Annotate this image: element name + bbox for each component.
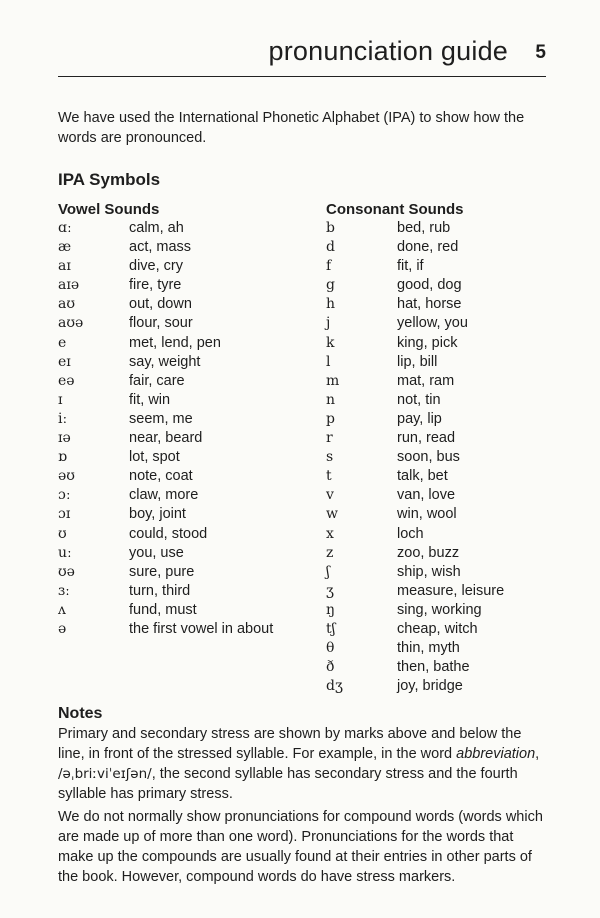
vowel-examples: near, beard: [129, 430, 203, 447]
consonant-symbol: d: [326, 239, 335, 256]
consonant-symbol: ð: [326, 659, 335, 676]
consonant-symbol: j: [326, 315, 331, 332]
consonant-row: [326, 276, 556, 295]
consonant-row: [326, 314, 556, 333]
vowel-symbol: uː: [58, 544, 72, 561]
vowel-examples: fit, win: [129, 391, 171, 408]
consonant-examples: cheap, witch: [397, 620, 478, 637]
consonant-row: [326, 563, 556, 582]
consonant-examples: yellow, you: [397, 315, 468, 332]
vowel-symbol: ʊ: [58, 525, 67, 542]
example-ipa: /əˌbriːviˈeɪʃən/: [58, 766, 152, 782]
consonant-row: [326, 372, 556, 391]
consonant-examples: van, love: [397, 487, 456, 504]
consonant-examples: zoo, buzz: [397, 544, 460, 561]
vowel-examples: you, use: [129, 544, 184, 561]
vowel-sounds-column: [58, 200, 318, 639]
consonant-sounds-list: [326, 219, 556, 696]
consonant-row: [326, 544, 556, 563]
vowel-examples: out, down: [129, 296, 192, 313]
vowel-row: [58, 334, 318, 353]
consonant-row: [326, 639, 556, 658]
vowel-symbol: aɪ: [58, 258, 71, 275]
consonant-examples: pay, lip: [397, 410, 442, 427]
vowel-row: [58, 525, 318, 544]
vowel-examples: fund, must: [129, 601, 197, 618]
vowel-examples: calm, ah: [129, 220, 184, 236]
vowel-row: [58, 486, 318, 505]
vowel-sounds-list: [58, 219, 318, 639]
vowel-examples: sure, pure: [129, 563, 195, 580]
consonant-examples: king, pick: [397, 334, 458, 351]
vowel-symbol: aʊ: [58, 296, 76, 313]
vowel-examples: seem, me: [129, 410, 193, 427]
consonant-row: [326, 601, 556, 620]
page-header: [58, 30, 546, 77]
vowel-symbol: ɪ: [58, 391, 63, 408]
consonant-symbol: p: [326, 410, 335, 427]
consonant-examples: thin, myth: [397, 640, 460, 657]
consonant-symbol: z: [326, 544, 334, 561]
vowel-row: [58, 448, 318, 467]
vowel-row: [58, 391, 318, 410]
consonant-row: [326, 219, 556, 238]
consonant-symbol: g: [326, 277, 335, 294]
ipa-symbols-heading: IPA Symbols: [58, 170, 161, 189]
vowel-symbol: e: [58, 334, 67, 351]
consonant-symbol: r: [326, 430, 333, 447]
consonant-symbol: ŋ: [326, 601, 336, 618]
vowel-examples: fire, tyre: [129, 277, 182, 294]
vowel-row: [58, 372, 318, 391]
vowel-symbol: eə: [58, 372, 75, 389]
vowel-symbol: ɜː: [58, 582, 70, 599]
consonant-examples: then, bathe: [397, 659, 470, 676]
vowel-row: [58, 505, 318, 524]
consonant-row: [326, 505, 556, 524]
notes-separator: ,: [535, 746, 540, 762]
vowel-examples: flour, sour: [129, 315, 193, 332]
vowel-row: [58, 429, 318, 448]
consonant-symbol: ʒ: [326, 582, 334, 599]
consonant-examples: not, tin: [397, 391, 441, 408]
consonant-examples: measure, leisure: [397, 582, 505, 599]
consonant-row: [326, 448, 556, 467]
vowel-examples: boy, joint: [129, 506, 186, 523]
consonant-examples: done, red: [397, 239, 459, 256]
notes-paragraph-stress: [58, 724, 546, 804]
consonant-examples: ship, wish: [397, 563, 461, 580]
vowel-examples: act, mass: [129, 239, 192, 256]
consonant-symbol: v: [326, 487, 334, 504]
consonant-examples: sing, working: [397, 601, 482, 618]
consonant-examples: bed, rub: [397, 220, 451, 236]
vowel-symbol: əʊ: [58, 468, 75, 485]
consonant-examples: loch: [397, 525, 424, 542]
vowel-examples: claw, more: [129, 487, 199, 504]
consonant-row: [326, 582, 556, 601]
consonant-row: [326, 677, 556, 696]
consonant-row: [326, 620, 556, 639]
vowel-symbol: aɪə: [58, 277, 80, 294]
consonant-symbol: h: [326, 296, 336, 313]
vowel-symbol: ʊə: [58, 563, 75, 580]
consonant-symbol: w: [326, 506, 338, 523]
vowel-symbol: æ: [58, 239, 72, 256]
consonant-row: [326, 486, 556, 505]
vowel-examples: say, weight: [129, 353, 201, 370]
intro-paragraph: We have used the International Phonetic Alphabet (IPA) to show how the words are pronounced.: [58, 110, 525, 146]
example-word: abbreviation: [456, 746, 536, 762]
consonant-symbol: x: [326, 525, 334, 542]
consonant-row: [326, 257, 556, 276]
consonant-examples: good, dog: [397, 277, 462, 294]
consonant-examples: talk, bet: [397, 468, 448, 485]
vowel-row: [58, 257, 318, 276]
consonant-examples: soon, bus: [397, 449, 460, 466]
consonant-examples: win, wool: [397, 506, 457, 523]
vowel-symbol: ɑː: [58, 220, 72, 236]
consonant-examples: run, read: [397, 430, 456, 447]
consonant-sounds-column: [326, 200, 556, 696]
vowel-row: [58, 238, 318, 257]
consonant-symbol: n: [326, 391, 336, 408]
consonant-examples: hat, horse: [397, 296, 462, 313]
vowel-row: [58, 563, 318, 582]
notes-text: Primary and secondary stress are shown by marks above and below the line, in front of the stressed syllable. For example, in the word: [58, 726, 522, 762]
vowel-row: [58, 219, 318, 238]
consonant-examples: fit, if: [397, 258, 424, 275]
consonant-examples: mat, ram: [397, 372, 455, 389]
vowel-row: [58, 295, 318, 314]
vowel-symbol: ʌ: [58, 601, 66, 618]
page-title: pronunciation guide: [268, 36, 508, 66]
consonant-row: [326, 295, 556, 314]
consonant-row: [326, 238, 556, 257]
vowel-symbol: ɔː: [58, 487, 71, 504]
vowel-row: [58, 276, 318, 295]
consonant-row: [326, 410, 556, 429]
consonant-symbol: ʃ: [326, 563, 330, 580]
consonant-row: [326, 353, 556, 372]
vowel-symbol: iː: [58, 410, 68, 427]
consonant-examples: lip, bill: [397, 353, 438, 370]
vowel-symbol: ə: [58, 620, 67, 637]
consonant-symbol: s: [326, 449, 334, 466]
consonant-symbol: m: [326, 372, 340, 389]
vowel-examples: note, coat: [129, 468, 193, 485]
vowel-symbol: ɔɪ: [58, 506, 71, 523]
consonant-symbol: t: [326, 468, 332, 485]
notes-paragraph-compounds: We do not normally show pronunciations for compound words (words which are made up of more than one word). Pronunciations for the words that make up the compounds are usually found at their entries in other parts of the book. However, compound words do have stress markers.: [58, 809, 543, 885]
consonant-symbol: tʃ: [326, 620, 336, 637]
vowel-row: [58, 601, 318, 620]
vowel-examples: fair, care: [129, 372, 185, 389]
vowel-row: [58, 582, 318, 601]
notes-body: [58, 724, 546, 890]
vowel-symbol: aʊə: [58, 315, 84, 332]
notes-text: , the second syllable has secondary stress and the fourth syllable has primary stress.: [58, 766, 518, 802]
consonant-symbol: k: [326, 334, 335, 351]
vowel-row: [58, 353, 318, 372]
vowel-symbol: ɒ: [58, 449, 67, 466]
consonant-row: [326, 658, 556, 677]
consonant-symbol: l: [326, 353, 331, 370]
consonant-row: [326, 334, 556, 353]
vowel-symbol: ɪə: [58, 430, 71, 447]
consonant-symbol: θ: [326, 640, 335, 657]
notes-heading: Notes: [58, 705, 103, 722]
vowel-examples: the first vowel in about: [129, 620, 274, 637]
consonant-sounds-heading: Consonant Sounds: [326, 201, 464, 218]
consonant-row: [326, 391, 556, 410]
vowel-examples: could, stood: [129, 525, 208, 542]
vowel-row: [58, 620, 318, 639]
consonant-row: [326, 467, 556, 486]
vowel-row: [58, 410, 318, 429]
consonant-examples: joy, bridge: [397, 678, 463, 695]
vowel-row: [58, 544, 318, 563]
vowel-row: [58, 467, 318, 486]
consonant-row: [326, 525, 556, 544]
vowel-examples: lot, spot: [129, 449, 180, 466]
consonant-row: [326, 429, 556, 448]
consonant-symbol: b: [326, 220, 335, 236]
consonant-symbol: dʒ: [326, 678, 343, 695]
vowel-examples: met, lend, pen: [129, 334, 221, 351]
vowel-row: [58, 314, 318, 333]
vowel-sounds-heading: Vowel Sounds: [58, 201, 160, 218]
vowel-symbol: eɪ: [58, 353, 71, 370]
consonant-symbol: f: [326, 258, 332, 275]
vowel-examples: dive, cry: [129, 258, 183, 275]
vowel-examples: turn, third: [129, 582, 191, 599]
page-number: 5: [535, 42, 546, 63]
